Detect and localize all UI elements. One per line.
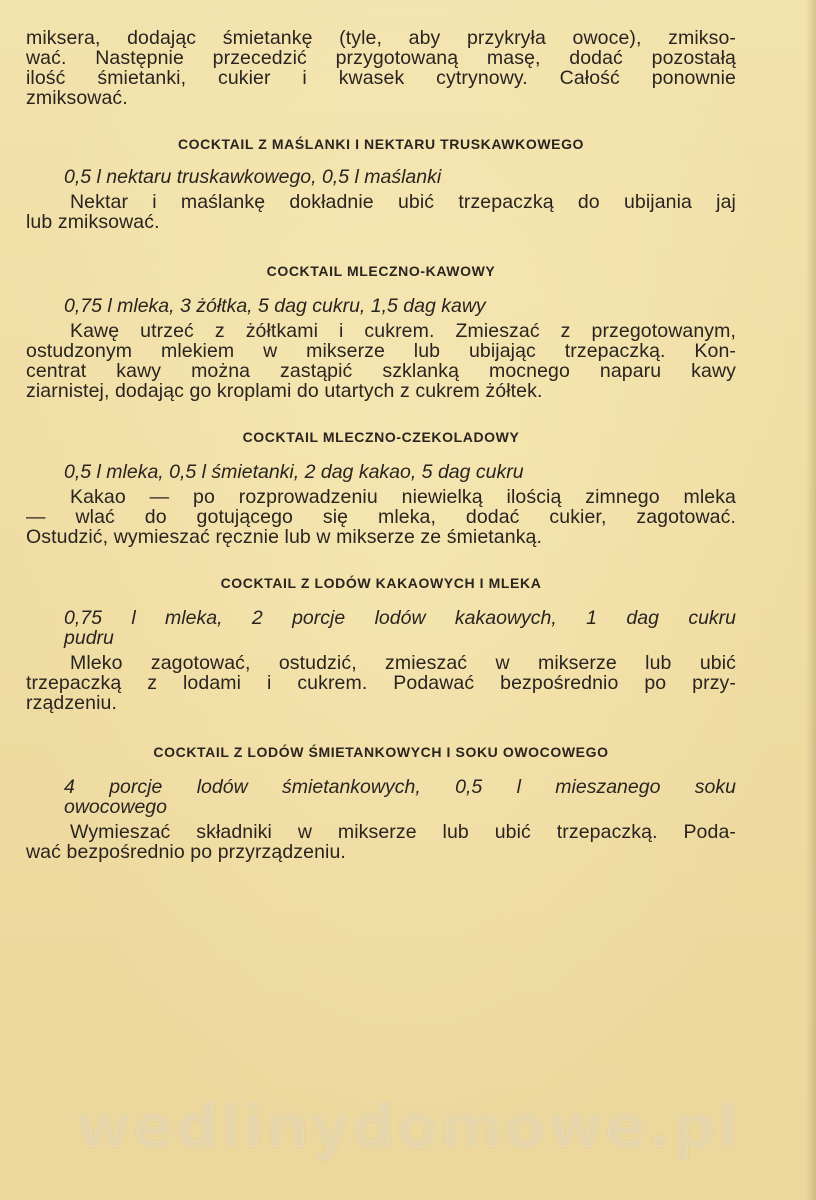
page-edge-shadow (806, 0, 816, 1200)
recipe-ingredients (26, 462, 736, 482)
recipe-method-continued (26, 842, 736, 862)
ingredients-line: 0,5 l mleka, 0,5 l śmietanki, 2 dag kakao, 5 dag cukru (64, 461, 524, 483)
text-line: ilość śmietanki, cukier i kwasek cytrynowy. Całość ponownie (26, 67, 736, 89)
recipe-method (26, 653, 736, 673)
recipe-method (26, 487, 736, 507)
text-line: Ostudzić, wymieszać ręcznie lub w mikserze ze śmietanką. (26, 526, 543, 548)
ingredients-line: 4 porcje lodów śmietankowych, 0,5 l mieszanego soku (64, 776, 736, 798)
ingredients-line: 0,75 l mleka, 2 porcje lodów kakaowych, 1 dag cukru (64, 607, 736, 629)
recipe-method-continued (26, 673, 736, 713)
text-line: Kakao — po rozprowadzeniu niewielką ilością zimnego mleka (70, 486, 736, 508)
recipe-method (26, 822, 736, 842)
page-content (26, 28, 736, 862)
text-line: wać. Następnie przecedzić przygotowaną masę, dodać pozostałą (26, 47, 736, 69)
recipe-method (26, 192, 736, 212)
text-line: zmiksować. (26, 87, 128, 109)
recipe-method-continued (26, 212, 736, 232)
text-line: — wlać do gotującego się mleka, dodać cukier, zagotować. (26, 506, 736, 528)
text-line: Wymieszać składniki w mikserze lub ubić trzepaczką. Poda- (70, 821, 736, 843)
recipe-method-continued (26, 507, 736, 547)
text-line: miksera, dodając śmietankę (tyle, aby przykryła owoce), zmikso- (26, 27, 736, 49)
recipe-ingredients (26, 608, 736, 648)
recipe-title: COCKTAIL MLECZNO-CZEKOLADOWY (242, 429, 520, 445)
text-line: ziarnistej, dodając go kroplami do utartych z cukrem żółtek. (26, 380, 543, 402)
ingredients-line: owocowego (64, 796, 167, 818)
ingredients-line: 0,5 l nektaru truskawkowego, 0,5 l maślanki (64, 166, 442, 188)
recipe-ingredients (26, 777, 736, 817)
recipe-title: COCKTAIL MLECZNO-KAWOWY (266, 263, 496, 279)
recipe-method (26, 321, 736, 341)
ingredients-line: 0,75 l mleka, 3 żółtka, 5 dag cukru, 1,5 dag kawy (64, 295, 486, 317)
text-line: ostudzonym mlekiem w mikserze lub ubijając trzepaczką. Kon- (26, 340, 736, 362)
recipe-title: COCKTAIL Z MAŚLANKI I NEKTARU TRUSKAWKOWEGO (177, 136, 585, 152)
text-line: rządzeniu. (26, 692, 117, 714)
intro-paragraph (26, 28, 736, 108)
recipe-method-continued (26, 341, 736, 401)
watermark: wedlinydomowe.pl (75, 1092, 741, 1162)
text-line: centrat kawy można zastąpić szklanką mocnego naparu kawy (26, 360, 736, 382)
ingredients-line: pudru (64, 627, 114, 649)
recipe-ingredients (26, 296, 736, 316)
text-line: Kawę utrzeć z żółtkami i cukrem. Zmieszać z przegotowanym, (70, 320, 736, 342)
text-line: lub zmiksować. (26, 211, 160, 233)
text-line: Nektar i maślankę dokładnie ubić trzepaczką do ubijania jaj (70, 191, 736, 213)
recipe-ingredients (26, 167, 736, 187)
text-line: wać bezpośrednio po przyrządzeniu. (26, 841, 346, 863)
recipe-title: COCKTAIL Z LODÓW ŚMIETANKOWYCH I SOKU OWOCOWEGO (153, 744, 609, 760)
text-line: trzepaczką z lodami i cukrem. Podawać bezpośrednio po przy- (26, 672, 736, 694)
recipe-title: COCKTAIL Z LODÓW KAKAOWYCH I MLEKA (220, 575, 542, 591)
text-line: Mleko zagotować, ostudzić, zmieszać w mikserze lub ubić (70, 652, 736, 674)
